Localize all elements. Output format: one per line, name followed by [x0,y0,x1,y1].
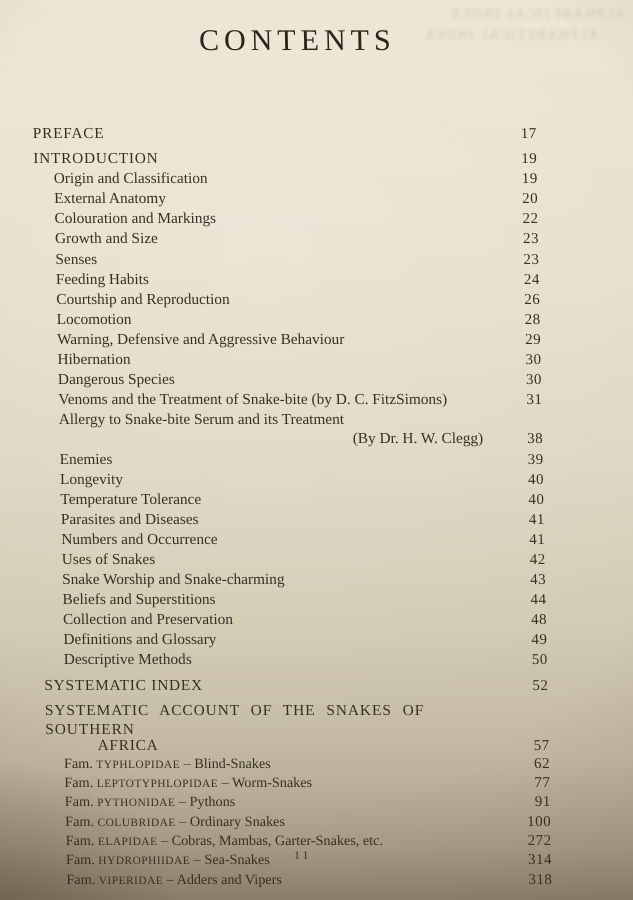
toc-entry-label: Descriptive Methods [63,651,192,669]
family-description: – Sea-Snakes [193,852,270,869]
family-name: VIPERIDAE [98,874,164,887]
toc-entry-label: Warning, Defensive and Aggressive Behaviour [56,330,345,348]
toc-entry-label [65,832,505,851]
toc-entry-page: 24 [523,271,541,288]
family-prefix: Fam. [65,833,95,849]
toc-entry-page: 30 [525,372,543,389]
toc-entry-page: 17 [520,126,537,142]
toc-entry-page: 40 [528,491,545,508]
toc-entry-label: SYSTEMATIC INDEX [44,676,204,694]
toc-entry-label [64,774,504,793]
toc-entry-label: Uses of Snakes [61,550,156,568]
toc-entry-label: AFRICA [97,736,159,754]
toc-entry-page: 19 [521,171,538,188]
toc-row [55,229,539,249]
toc-row [66,871,552,890]
toc-entry-label: Definitions and Glossary [63,631,217,649]
toc-row [61,510,545,530]
toc-entry-page: 20 [522,191,539,208]
toc-row [59,429,543,449]
toc-entry-label: Parasites and Diseases [60,510,199,528]
family-name: TYPHLOPIDAE [96,758,181,771]
toc-entry-page: 42 [529,551,546,568]
toc-entry-page: 314 [527,852,553,869]
toc-row [59,450,543,470]
toc-row [54,189,538,209]
toc-entry-page: 57 [533,737,550,754]
toc-entry-page: 48 [530,612,548,629]
toc-row [64,755,550,774]
toc-row [60,490,544,510]
toc-entry-page: 41 [528,511,546,528]
toc-entry-page: 52 [532,677,549,694]
family-description: – Cobras, Mambas, Garter-Snakes, etc. [160,833,384,849]
toc-entry-label: SYSTEMATIC ACCOUNT OF THE SNAKES OF SOUTHERN [44,701,425,738]
toc-entry-page: 29 [524,331,542,348]
toc-entry-page: 30 [525,352,542,369]
toc-entry-label: Hibernation [57,351,131,369]
toc-entry-page: 38 [527,431,544,448]
toc-entry-page: 23 [523,251,540,268]
toc-row [55,250,539,270]
showthrough-text: ALPHABETICAL INDEX [449,6,625,21]
toc-entry-page: 31 [526,392,543,409]
toc-entry-label: Locomotion [56,310,132,328]
family-prefix: Fam. [65,852,95,869]
toc-row [58,370,542,390]
toc-row [56,290,540,310]
toc-entry-label: Beliefs and Superstitions [62,591,216,609]
toc-row [62,590,546,610]
toc-entry-page: 23 [522,231,540,248]
toc-entry-page: 62 [533,755,551,772]
family-description: – Pythons [178,794,236,811]
toc-entry-label: Collection and Preservation [62,611,234,629]
toc-entry-label [65,793,505,812]
toc-row [44,676,548,696]
toc-entry-label: Snake Worship and Snake-charming [61,571,285,589]
family-prefix: Fam. [65,813,95,830]
toc-row [58,390,542,410]
toc-entry-page: 39 [527,451,544,468]
toc-entry-label: Longevity [59,470,124,488]
showthrough-text: ALPHABETICAL INDEX [423,27,599,42]
family-prefix: Fam. [64,775,94,792]
folio-page-number: 11 [294,848,312,862]
family-name: HYDROPHIIDAE [98,855,191,868]
toc-entry-page: 43 [529,572,547,589]
toc-entry-page: 40 [527,471,545,488]
toc-entry-page: 100 [527,813,552,830]
toc-row [54,169,538,189]
toc-row [33,149,537,169]
family-prefix: Fam. [64,794,94,811]
toc-entry-label: Growth and Size [54,230,158,248]
toc-row [63,610,547,630]
toc-row [60,470,544,490]
toc-entry-page: 19 [521,151,538,168]
family-description: – Worm-Snakes [221,775,313,792]
family-description: – Ordinary Snakes [179,813,286,830]
toc-entry-label: Temperature Tolerance [60,490,202,508]
toc-entry-page: 28 [524,311,541,328]
toc-entry-label [64,755,504,774]
toc-entry-label: Enemies [59,450,113,468]
toc-entry-page: 26 [524,291,541,308]
toc-entry-label: External Anatomy [53,190,167,208]
toc-row [62,550,546,570]
toc-entry-label: Venoms and the Treatment of Snake-bite (by D. C. FitzSimons) [58,391,448,409]
toc-entry-label: Origin and Classification [53,170,208,188]
toc-row [62,570,546,590]
toc-entry-page: 49 [531,632,548,649]
family-name: ELAPIDAE [97,836,158,848]
toc-row [56,310,540,330]
toc-entry-page: 41 [529,531,546,548]
family-description: – Blind-Snakes [183,755,271,772]
toc-entry-label [65,813,505,832]
toc-row [45,701,550,739]
toc-row [61,530,545,550]
toc-row [57,330,541,350]
toc-entry-page: 77 [534,775,551,792]
family-name: LEPTOTYPHLOPIDAE [96,778,219,791]
toc-row [65,813,551,832]
toc-entry-label: Numbers and Occurrence [61,530,218,548]
toc-entry-label: Allergy to Snake-bite Serum and its Treatment [58,411,345,429]
toc-entry-page: 91 [534,794,551,811]
toc-row [64,774,550,793]
toc-row [33,124,537,144]
toc-list [3,124,633,890]
family-name: COLUBRIDAE [97,816,176,829]
toc-entry-label: Feeding Habits [55,270,150,288]
toc-entry-label: Colouration and Markings [54,210,217,228]
toc-row [64,650,548,670]
toc-entry-page: 50 [531,652,549,669]
toc-entry-page: 272 [527,833,552,849]
toc-entry-label: Courtship and Reproduction [56,290,230,308]
toc-row [56,270,540,290]
toc-entry-label [66,851,506,870]
page-title: CONTENTS [198,24,397,57]
family-description: – Adders and Vipers [166,871,283,888]
family-name: PYTHONIDAE [97,797,176,810]
toc-entry-page: 22 [522,211,539,228]
toc-row [63,630,547,650]
toc-entry-label [66,871,506,890]
toc-row [57,350,541,370]
toc-entry-label: (By Dr. H. W. Clegg) [352,430,484,448]
toc-row [97,737,549,755]
toc-row [54,209,538,229]
family-prefix: Fam. [66,871,96,888]
toc-entry-page: 44 [530,592,547,609]
toc-row [59,410,543,429]
toc-entry-label: Dangerous Species [57,371,175,389]
toc-entry-page: 318 [528,871,553,888]
toc-row [65,793,551,812]
toc-entry-label: PREFACE [32,125,105,142]
family-prefix: Fam. [63,755,93,772]
toc-entry-label: Senses [55,250,98,268]
toc-entry-label: INTRODUCTION [33,150,159,168]
